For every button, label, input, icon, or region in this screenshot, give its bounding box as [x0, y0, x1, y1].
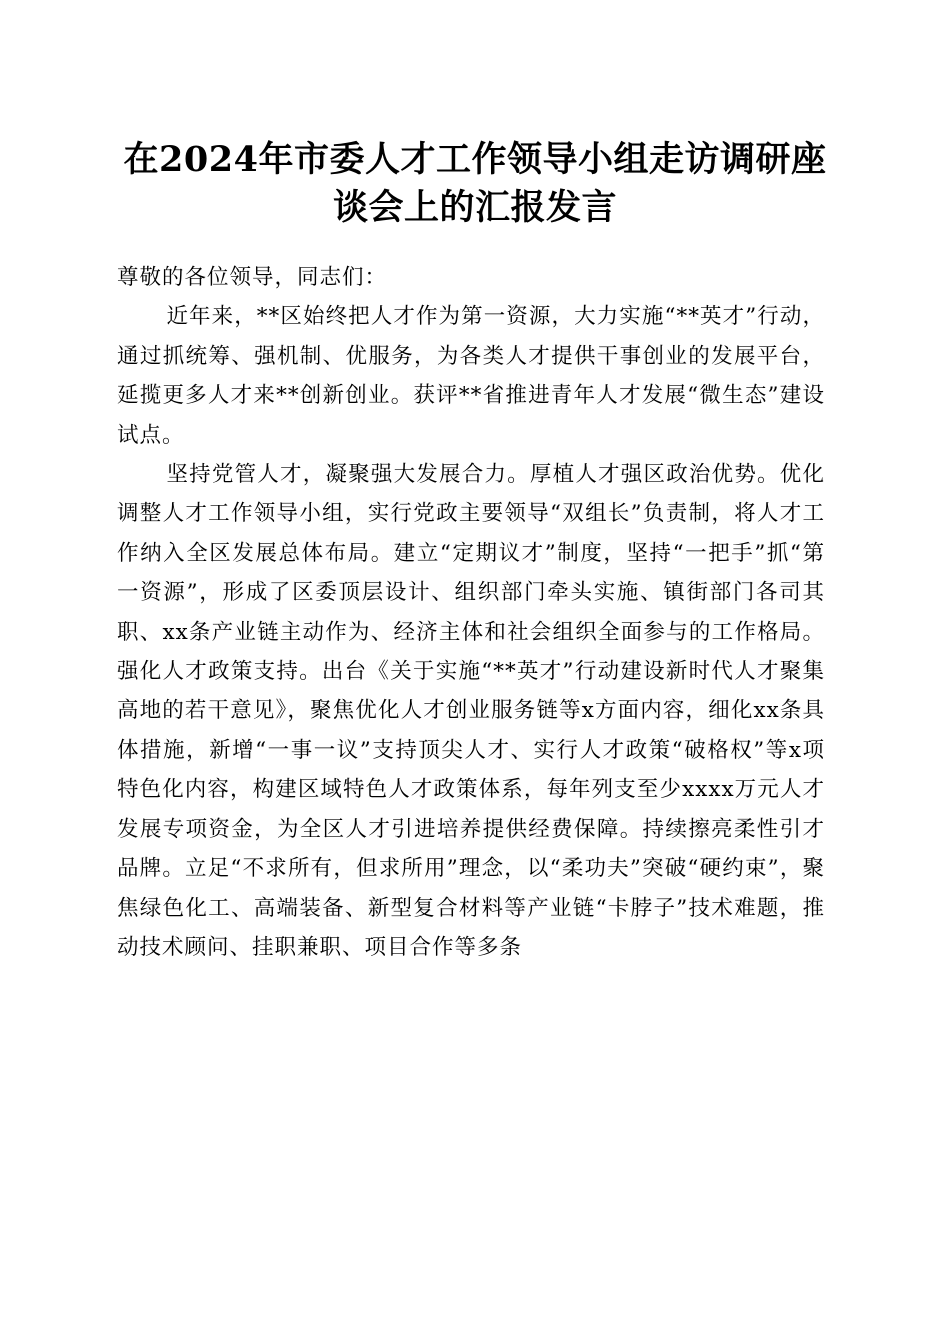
- title-line-1: 在2024年市委人才工作领导小组走访调研座: [123, 139, 827, 180]
- document-body: [117, 258, 825, 967]
- paragraph-intro: 近年来，**区始终把人才作为第一资源，大力实施“**英才”行动，通过抓统筹、强机制、优服务，为各类人才提供干事创业的发展平台，延揽更多人才来**创新创业。获评**省推进青年人才发展“微生态”建设试点。: [117, 304, 825, 448]
- title-line-2: 谈会上的汇报发言: [332, 187, 617, 228]
- document-title: [100, 136, 850, 232]
- paragraph-party-leadership: 坚持党管人才，凝聚强大发展合力。厚植人才强区政治优势。优化调整人才工作领导小组，实行党政主要领导“双组长”负责制，将人才工作纳入全区发展总体布局。建立“定期议才”制度，坚持“一把手”抓“第一资源”，形成了区委顶层设计、组织部门牵头实施、镇街部门各司其职、xx条产业链主动作为、经济主体和社会组织全面参与的工作格局。强化人才政策支持。出台《关于实施“**英才”行动建设新时代人才聚集高地的若干意见》，聚焦优化人才创业服务链等x方面内容，细化xx条具体措施，新增“一事一议”支持顶尖人才、实行人才政策“破格权”等x项特色化内容，构建区域特色人才政策体系，每年列支至少xxxx万元人才发展专项资金，为全区人才引进培养提供经费保障。持续擦亮柔性引才品牌。立足“不求所有，但求所用”理念，以“柔功夫”突破“硬约束”，聚焦绿色化工、高端装备、新型复合材料等产业链“卡脖子”技术难题，推动技术顾问、挂职兼职、项目合作等多条: [117, 462, 825, 960]
- salutation: 尊敬的各位领导，同志们：: [117, 265, 388, 290]
